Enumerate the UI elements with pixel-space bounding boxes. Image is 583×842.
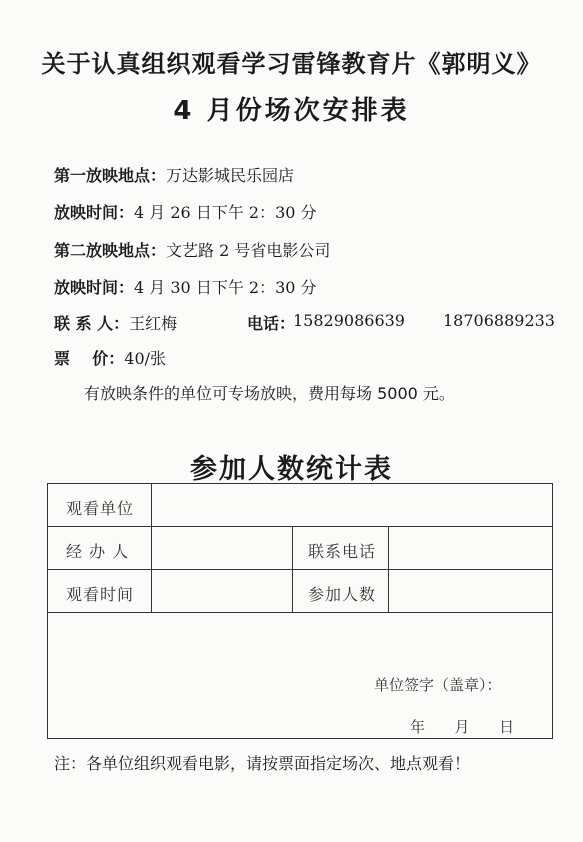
form-divider xyxy=(48,526,552,527)
screening-1-time-value: 4 月 26 日下午 2：30 分 xyxy=(134,203,317,222)
unit-label: 观看单位 xyxy=(66,499,135,518)
attendance-form xyxy=(47,483,553,739)
form-title: 参加人数统计表 xyxy=(190,454,393,485)
phone-field-label: 联系电话 xyxy=(308,542,377,561)
handler-label: 经 办 人 xyxy=(66,542,130,561)
contact-name: 王红梅 xyxy=(129,314,178,333)
screening-2-time xyxy=(54,275,317,298)
contact-person xyxy=(54,311,177,334)
phone-label: 电话： xyxy=(247,314,296,333)
form-divider xyxy=(292,526,293,612)
screening-2-location-label: 第二放映地点： xyxy=(54,241,167,260)
page-subtitle: 4 月份场次安排表 xyxy=(173,96,410,126)
date-label: 年 月 日 xyxy=(410,718,515,736)
contact-label: 联 系 人： xyxy=(54,314,130,333)
phone-number-1: 15829086639 xyxy=(293,311,405,330)
form-divider xyxy=(48,569,552,570)
page-title: 关于认真组织观看学习雷锋教育片《郭明义》 xyxy=(41,50,542,78)
form-divider xyxy=(48,612,552,613)
screening-2-location xyxy=(54,238,330,261)
screening-2-location-value: 文艺路 2 号省电影公司 xyxy=(166,241,331,260)
ticket-price-label: 票 价： xyxy=(54,349,125,368)
screening-1-location-value: 万达影城民乐园店 xyxy=(166,166,295,185)
special-screening-note: 有放映条件的单位可专场放映，费用每场 5000 元。 xyxy=(84,384,455,403)
time-label: 观看时间 xyxy=(66,585,135,604)
ticket-price xyxy=(54,346,166,369)
phone-number-2: 18706889233 xyxy=(443,311,555,330)
screening-2-time-label: 放映时间： xyxy=(54,278,135,297)
footnote: 注：各单位组织观看电影，请按票面指定场次、地点观看！ xyxy=(54,754,471,773)
screening-1-location-label: 第一放映地点： xyxy=(54,166,167,185)
count-label: 参加人数 xyxy=(308,585,377,604)
signature-label: 单位签字（盖章）： xyxy=(374,676,502,694)
screening-1-time xyxy=(54,200,317,223)
ticket-price-value: 40/张 xyxy=(124,349,167,368)
form-divider xyxy=(151,484,152,612)
screening-1-location xyxy=(54,163,294,186)
form-divider xyxy=(388,526,389,612)
screening-2-time-value: 4 月 30 日下午 2：30 分 xyxy=(134,278,317,297)
screening-1-time-label: 放映时间： xyxy=(54,203,135,222)
